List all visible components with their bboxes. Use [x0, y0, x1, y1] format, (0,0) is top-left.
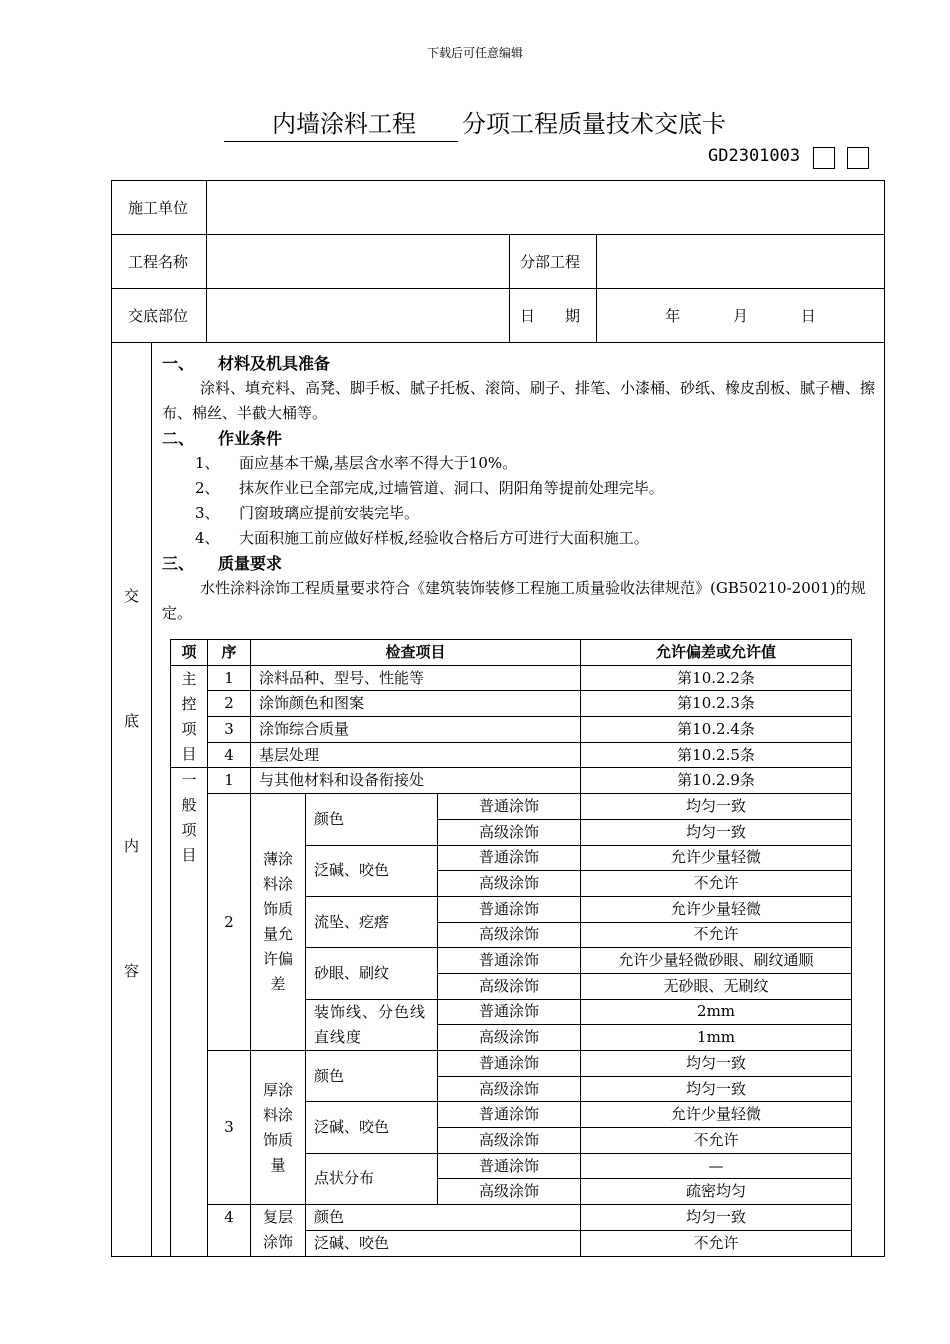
title-project-name: 内墙涂料工程 — [224, 109, 458, 142]
checkbox-2[interactable] — [847, 147, 869, 169]
date-year: 年 — [665, 307, 681, 325]
row-seq: 1 — [208, 768, 251, 794]
row-value: 第10.2.2条 — [581, 665, 852, 691]
row-value: 允许少量轻微砂眼、刷纹通顺 — [581, 948, 852, 974]
side-char-4: 容 — [123, 962, 139, 980]
condition-item — [162, 526, 884, 551]
row-item: 装饰线、分色线直线度 — [306, 999, 438, 1050]
thin-group-label: 薄涂料涂饰质量允许偏差 — [251, 794, 306, 1051]
grade-normal: 普通涂饰 — [438, 999, 581, 1025]
row-item: 涂饰颜色和图案 — [251, 691, 581, 717]
main-control-label: 主控项目 — [171, 665, 208, 768]
row-item: 泛碱、咬色 — [306, 1102, 438, 1153]
table-row — [171, 1205, 852, 1231]
section-2-title: 作业条件 — [218, 429, 283, 448]
date-day: 日 — [800, 307, 816, 325]
row-seq: 2 — [208, 691, 251, 717]
grade-normal: 普通涂饰 — [438, 948, 581, 974]
row-value: 不允许 — [581, 1230, 852, 1256]
table-row — [171, 794, 852, 820]
section-3-text: 水性涂料涂饰工程质量要求符合《建筑装饰装修工程施工质量验收法律规范》(GB50210-2001)的规定。 — [162, 579, 866, 622]
title-card-name: 分项工程质量技术交底卡 — [462, 110, 726, 138]
row-value: 1mm — [581, 1025, 852, 1051]
row-item: 泛碱、咬色 — [306, 1230, 581, 1256]
row-item: 点状分布 — [306, 1153, 438, 1204]
project-label: 工程名称 — [112, 235, 207, 289]
section-3-heading — [162, 551, 884, 576]
page-title — [0, 104, 950, 142]
header-seq: 序 — [208, 640, 251, 666]
date-label: 日 期 — [510, 289, 597, 343]
row-value: 均匀一致 — [581, 1205, 852, 1231]
table-row — [171, 742, 852, 768]
side-char-2: 底 — [123, 712, 139, 730]
grade-high: 高级涂饰 — [438, 1025, 581, 1051]
row-value: 均匀一致 — [581, 1051, 852, 1077]
condition-text: 门窗玻璃应提前安装完毕。 — [239, 504, 420, 522]
row-item: 涂饰综合质量 — [251, 717, 581, 743]
row-item: 砂眼、刷纹 — [306, 948, 438, 999]
side-char-3: 内 — [123, 837, 139, 855]
condition-item — [162, 476, 884, 501]
table-row — [171, 768, 852, 794]
position-field[interactable] — [207, 289, 510, 343]
grade-normal: 普通涂饰 — [438, 845, 581, 871]
grade-normal: 普通涂饰 — [438, 1051, 581, 1077]
disclosure-form — [111, 180, 885, 1257]
grade-high: 高级涂饰 — [438, 973, 581, 999]
header-item: 项 — [171, 640, 208, 666]
section-3-number: 三、 — [162, 554, 195, 573]
section-1-number: 一、 — [162, 354, 195, 373]
date-field[interactable] — [597, 289, 885, 343]
condition-number: 4、 — [195, 529, 220, 547]
row-value: 允许少量轻微 — [581, 1102, 852, 1128]
row-item: 涂料品种、型号、性能等 — [251, 665, 581, 691]
thick-group-label: 厚涂料涂饰质量 — [251, 1051, 306, 1205]
document-code: GD2301003 — [708, 146, 801, 166]
row-seq: 3 — [208, 717, 251, 743]
grade-normal: 普通涂饰 — [438, 896, 581, 922]
row-value: 允许少量轻微 — [581, 845, 852, 871]
quality-table — [170, 639, 852, 1257]
side-char-1: 交 — [123, 587, 139, 605]
header-check: 检查项目 — [251, 640, 581, 666]
table-row — [171, 1051, 852, 1077]
table-header-row — [171, 640, 852, 666]
position-label: 交底部位 — [112, 289, 207, 343]
date-month: 月 — [733, 307, 749, 325]
content-side-label — [112, 343, 152, 1256]
condition-number: 2、 — [195, 479, 220, 497]
unit-label: 施工单位 — [112, 181, 207, 235]
grade-normal: 普通涂饰 — [438, 1102, 581, 1128]
row-value: 允许少量轻微 — [581, 896, 852, 922]
sub-project-field[interactable] — [597, 235, 885, 289]
row-item: 流坠、疙瘩 — [306, 896, 438, 947]
content-area — [112, 343, 885, 1257]
row-value: 第10.2.4条 — [581, 717, 852, 743]
row-value: 不允许 — [581, 871, 852, 897]
grade-high: 高级涂饰 — [438, 819, 581, 845]
section-1-title: 材料及机具准备 — [218, 354, 331, 373]
header-allow: 允许偏差或允许值 — [581, 640, 852, 666]
grade-high: 高级涂饰 — [438, 1076, 581, 1102]
row-seq: 4 — [208, 1205, 251, 1256]
row-value: 第10.2.5条 — [581, 742, 852, 768]
row-value: 第10.2.3条 — [581, 691, 852, 717]
row-seq: 2 — [208, 794, 251, 1051]
project-field[interactable] — [207, 235, 510, 289]
condition-number: 3、 — [195, 504, 220, 522]
grade-high: 高级涂饰 — [438, 1128, 581, 1154]
multi-group-label: 复层涂饰 — [251, 1205, 306, 1256]
row-item: 基层处理 — [251, 742, 581, 768]
grade-normal: 普通涂饰 — [438, 794, 581, 820]
checkbox-1[interactable] — [813, 147, 835, 169]
row-value: — — [581, 1153, 852, 1179]
row-seq: 3 — [208, 1051, 251, 1205]
sub-project-label: 分部工程 — [510, 235, 597, 289]
section-1-text: 涂料、填充料、高凳、脚手板、腻子托板、滚筒、刷子、排笔、小漆桶、砂纸、橡皮刮板、腻子槽、擦布、棉丝、半截大桶等。 — [162, 379, 876, 422]
condition-text: 抹灰作业已全部完成,过墙管道、洞口、阴阳角等提前处理完毕。 — [239, 479, 664, 497]
row-value: 疏密均匀 — [581, 1179, 852, 1205]
condition-text: 面应基本干燥,基层含水率不得大于10%。 — [239, 454, 518, 472]
unit-field[interactable] — [207, 181, 885, 235]
table-row — [171, 665, 852, 691]
row-value: 无砂眼、无刷纹 — [581, 973, 852, 999]
section-2-heading — [162, 426, 884, 451]
row-value: 不允许 — [581, 1128, 852, 1154]
grade-high: 高级涂饰 — [438, 871, 581, 897]
row-value: 均匀一致 — [581, 1076, 852, 1102]
download-note: 下载后可任意编辑 — [426, 46, 523, 60]
condition-item — [162, 501, 884, 526]
content-body — [162, 351, 884, 626]
row-item: 与其他材料和设备衔接处 — [251, 768, 581, 794]
grade-high: 高级涂饰 — [438, 922, 581, 948]
row-seq: 1 — [208, 665, 251, 691]
general-label: 一般项目 — [171, 768, 208, 1256]
row-item: 颜色 — [306, 1051, 438, 1102]
row-value: 2mm — [581, 999, 852, 1025]
row-seq: 4 — [208, 742, 251, 768]
grade-normal: 普通涂饰 — [438, 1153, 581, 1179]
row-item: 颜色 — [306, 1205, 581, 1231]
condition-item — [162, 451, 884, 476]
row-value: 不允许 — [581, 922, 852, 948]
section-1-heading — [162, 351, 884, 376]
condition-text: 大面积施工前应做好样板,经验收合格后方可进行大面积施工。 — [239, 529, 649, 547]
grade-high: 高级涂饰 — [438, 1179, 581, 1205]
table-row — [171, 717, 852, 743]
row-item: 颜色 — [306, 794, 438, 845]
section-2-number: 二、 — [162, 429, 195, 448]
row-item: 泛碱、咬色 — [306, 845, 438, 896]
section-3-title: 质量要求 — [218, 554, 283, 573]
condition-number: 1、 — [195, 454, 220, 472]
row-value: 第10.2.9条 — [581, 768, 852, 794]
row-value: 均匀一致 — [581, 819, 852, 845]
row-value: 均匀一致 — [581, 794, 852, 820]
table-row — [171, 691, 852, 717]
